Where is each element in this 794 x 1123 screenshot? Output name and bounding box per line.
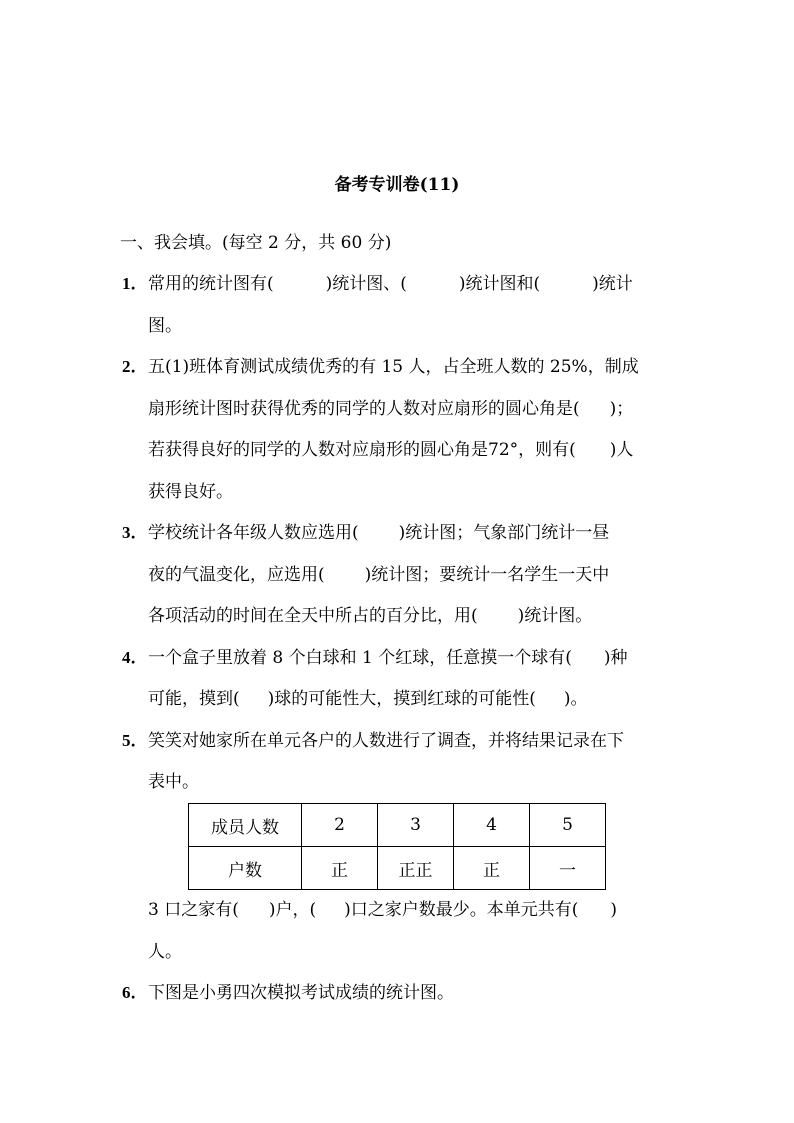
- table-header-cell: 成员人数: [189, 804, 302, 847]
- question-1-line-1: 1．常用的统计图有( )统计图、( )统计图和( )统计: [122, 274, 633, 294]
- table-cell: 5: [530, 804, 606, 847]
- table-header-cell: 户数: [189, 847, 302, 890]
- question-number: 6．: [122, 983, 148, 1002]
- table-cell: 3: [378, 804, 454, 847]
- table-cell: 正: [302, 847, 378, 890]
- table-row: [189, 804, 606, 847]
- question-4-line-2: 可能，摸到( )球的可能性大，摸到红球的可能性( )。: [148, 689, 588, 709]
- question-3-line-2: 夜的气温变化，应选用( )统计图；要统计一名学生一天中: [148, 565, 610, 585]
- table-cell: 4: [454, 804, 530, 847]
- section-heading: 一、我会填。(每空 2 分，共 60 分): [120, 233, 392, 253]
- question-number: 1．: [122, 274, 148, 293]
- household-tally-table: [188, 803, 606, 890]
- question-4-line-1: 4．一个盒子里放着 8 个白球和 1 个红球，任意摸一个球有( )种: [122, 648, 628, 668]
- table-cell: 一: [530, 847, 606, 890]
- table-row: [189, 847, 606, 890]
- question-5-line-2: 表中。: [148, 772, 199, 792]
- page-title: 备考专训卷(11): [334, 175, 460, 195]
- question-5-line-1: 5．笑笑对她家所在单元各户的人数进行了调查，并将结果记录在下: [122, 731, 624, 751]
- question-number: 4．: [122, 648, 148, 667]
- question-number: 2．: [122, 357, 148, 376]
- question-number: 3．: [122, 523, 148, 542]
- question-2-line-3: 若获得良好的同学的人数对应扇形的圆心角是72°，则有( )人: [148, 440, 634, 460]
- table-cell: 正: [454, 847, 530, 890]
- table-cell: 正正: [378, 847, 454, 890]
- question-number: 5．: [122, 731, 148, 750]
- question-5-line-4: 人。: [148, 942, 182, 962]
- question-2-line-1: 2．五(1)班体育测试成绩优秀的有 15 人，占全班人数的 25%，制成: [122, 357, 639, 377]
- table-cell: 2: [302, 804, 378, 847]
- question-1-line-2: 图。: [148, 316, 182, 336]
- question-3-line-1: 3．学校统计各年级人数应选用( )统计图；气象部门统计一昼: [122, 523, 610, 543]
- question-3-line-3: 各项活动的时间在全天中所占的百分比，用( )统计图。: [148, 606, 593, 626]
- question-6-line-1: 6．下图是小勇四次模拟考试成绩的统计图。: [122, 983, 454, 1003]
- question-2-line-4: 获得良好。: [148, 482, 233, 502]
- question-2-line-2: 扇形统计图时获得优秀的同学的人数对应扇形的圆心角是( )；: [148, 399, 634, 419]
- question-5-line-3: 3 口之家有( )户，( )口之家户数最少。本单元共有( ): [148, 900, 618, 920]
